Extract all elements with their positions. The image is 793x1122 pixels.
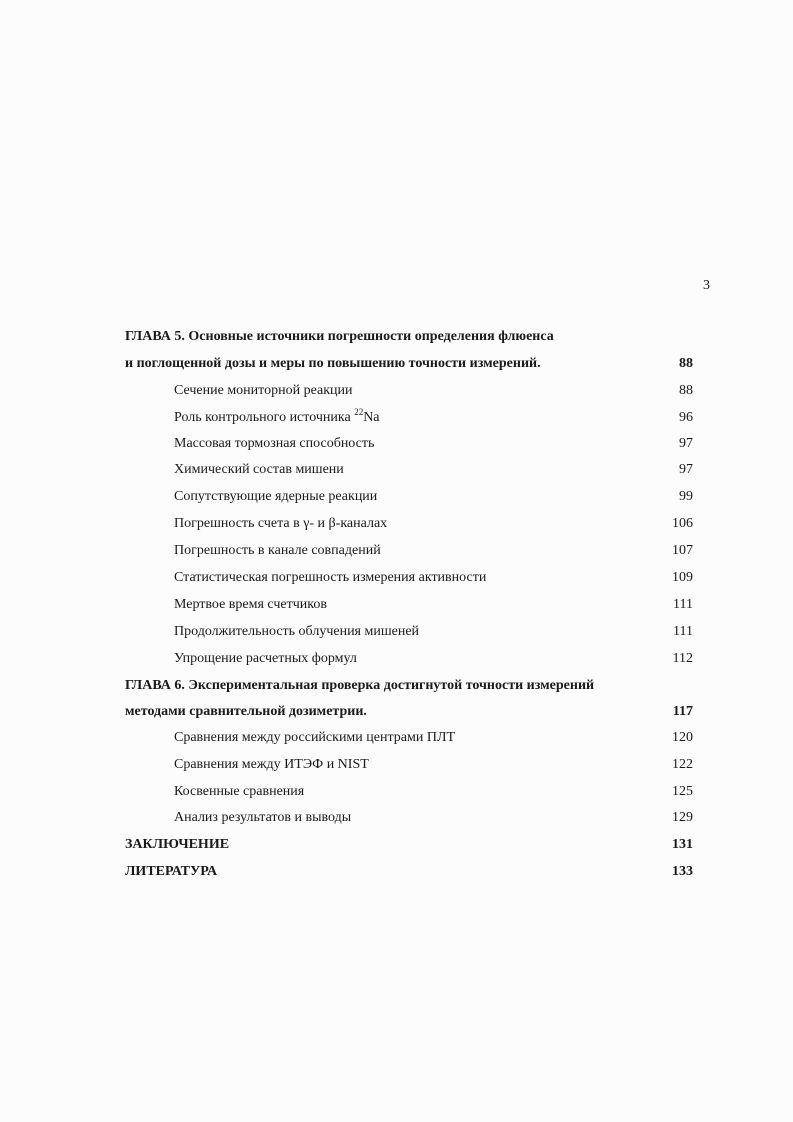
page-number: 3	[703, 278, 710, 293]
toc-chapter-6-heading	[0, 675, 793, 697]
toc-item-title: Сравнения между российскими центрами ПЛТ	[174, 730, 455, 745]
toc-item-page: 122	[672, 757, 693, 772]
toc-item	[0, 540, 793, 562]
toc-chapter-5-title-line2: и поглощенной дозы и меры по повышению точности измерений.	[125, 356, 541, 371]
toc-item	[0, 781, 793, 803]
toc-chapter-6-title-line2: методами сравнительной дозиметрии.	[125, 704, 367, 719]
toc-item-title: Массовая тормозная способность	[174, 436, 375, 451]
toc-item-page: 106	[672, 516, 693, 531]
isotope-mass-number: 22	[354, 407, 364, 417]
toc-item	[0, 648, 793, 670]
toc-item-title: Упрощение расчетных формул	[174, 651, 357, 666]
toc-item-title: Косвенные сравнения	[174, 784, 305, 799]
toc-item	[0, 807, 793, 829]
toc-item-title-post: Na	[363, 410, 380, 425]
toc-item	[0, 380, 793, 402]
toc-item	[0, 621, 793, 643]
toc-item-page: 109	[672, 570, 693, 585]
toc-item-page: 125	[672, 784, 693, 799]
toc-item-page: 97	[679, 462, 693, 477]
toc-item	[0, 513, 793, 535]
toc-literature	[0, 861, 793, 883]
toc-item	[0, 727, 793, 749]
toc-item-title: Статистическая погрешность измерения активности	[174, 570, 487, 585]
toc-chapter-6-title-line1: ГЛАВА 6. Экспериментальная проверка достигнутой точности измерений	[125, 678, 595, 693]
toc-item-title: Сечение мониторной реакции	[174, 383, 353, 398]
toc-item	[0, 594, 793, 616]
toc-conclusion	[0, 834, 793, 856]
toc-chapter-6-heading-cont	[0, 701, 793, 723]
toc-item-title: Мертвое время счетчиков	[174, 597, 327, 612]
toc-item	[0, 459, 793, 481]
toc-chapter-5-title-line1: ГЛАВА 5. Основные источники погрешности определения флюенса	[125, 329, 554, 344]
toc-chapter-5-heading	[0, 326, 793, 348]
toc-item-page: 111	[673, 597, 693, 612]
toc-item-title: Сравнения между ИТЭФ и NIST	[174, 757, 369, 772]
toc-item-title: Анализ результатов и выводы	[174, 810, 352, 825]
toc-conclusion-page: 131	[672, 837, 693, 852]
toc-item-page: 97	[679, 436, 693, 451]
toc-item-page: 99	[679, 489, 693, 504]
toc-chapter-6-page: 117	[672, 704, 693, 719]
toc-conclusion-title: ЗАКЛЮЧЕНИЕ	[125, 837, 230, 852]
toc-item-page: 129	[672, 810, 693, 825]
toc-item	[0, 486, 793, 508]
toc-item	[0, 567, 793, 589]
toc-item-page: 88	[679, 383, 693, 398]
toc-chapter-5-page: 88	[679, 356, 693, 371]
toc-item-title: Сопутствующие ядерные реакции	[174, 489, 378, 504]
toc-item-page: 111	[673, 624, 693, 639]
toc-item-title	[174, 407, 380, 429]
toc-chapter-5-heading-cont	[0, 353, 793, 375]
toc-item-page: 107	[672, 543, 693, 558]
toc-item-page: 120	[672, 730, 693, 745]
toc-item-title: Продолжительность облучения мишеней	[174, 624, 420, 639]
toc-item-page: 112	[672, 651, 693, 666]
toc-item-title: Погрешность в канале совпадений	[174, 543, 381, 558]
toc-item-title: Химический состав мишени	[174, 462, 344, 477]
toc-literature-page: 133	[672, 864, 693, 879]
toc-item-title-pre: Роль контрольного источника	[174, 410, 355, 425]
toc-item-page: 96	[679, 410, 693, 425]
toc-item	[0, 754, 793, 776]
toc-item-title: Погрешность счета в γ- и β-каналах	[174, 516, 388, 531]
toc-item	[0, 433, 793, 455]
toc-literature-title: ЛИТЕРАТУРА	[125, 864, 218, 879]
toc-item	[0, 407, 793, 429]
